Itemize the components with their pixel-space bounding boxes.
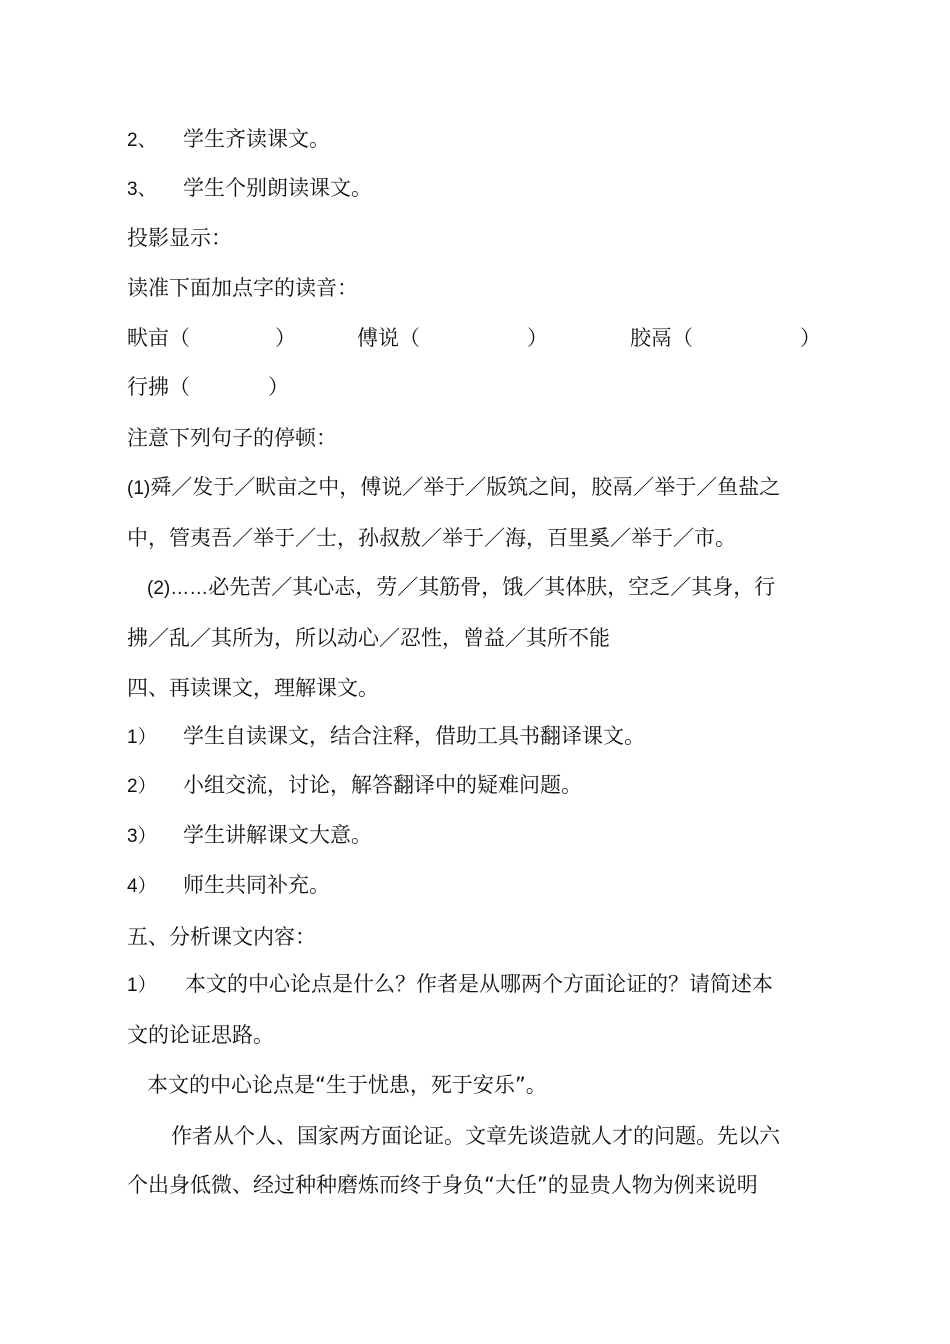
- list-text: 师生共同补充。: [183, 873, 330, 897]
- paragraph: 作者从个人、国家两方面论证。文章先谈造就人才的问题。先以六: [171, 1124, 780, 1148]
- sentence-number: (1): [127, 478, 151, 499]
- pronunciation-word: 畎亩（: [127, 326, 190, 350]
- list-number: 2、: [127, 130, 157, 151]
- list-number: 3）: [127, 826, 157, 847]
- list-number: 1）: [127, 727, 157, 748]
- paragraph: 注意下列句子的停顿：: [127, 426, 337, 450]
- pronunciation-word: 行拂（: [127, 375, 190, 399]
- section-heading: 五、分析课文内容：: [127, 925, 316, 949]
- list-text: 学生个别朗读课文。: [183, 176, 372, 200]
- list-number: 2）: [127, 776, 157, 797]
- sentence-line: 中，管夷吾／举于／士，孙叔敖／举于／海，百里奚／举于／市。: [127, 526, 736, 550]
- list-item: [127, 971, 773, 999]
- paragraph: 本文的中心论点是“生于忧患，死于安乐”。: [147, 1073, 547, 1097]
- sentence-text: 必先苦／其心志，劳／其筋骨，饿／其体肤，空乏／其身，行: [208, 575, 776, 599]
- list-item: [127, 723, 645, 751]
- list-item: [127, 175, 372, 203]
- pronunciation-word: 傅说（: [357, 326, 420, 350]
- list-number: 3、: [127, 179, 157, 200]
- list-text: 本文的中心论点是什么？作者是从哪两个方面论证的？请简述本: [185, 972, 773, 996]
- pronunciation-word: 胶鬲（: [630, 326, 693, 350]
- list-item: [127, 126, 330, 154]
- sentence-line: [127, 474, 780, 502]
- paragraph: 文的论证思路。: [127, 1023, 274, 1047]
- pronunciation-bracket: ）: [527, 326, 548, 350]
- sentence-line: 拂／乱／其所为，所以动心／忍性，曾益／其所不能: [127, 626, 610, 650]
- section-heading: 四、再读课文，理解课文。: [127, 676, 379, 700]
- list-item: [127, 772, 582, 800]
- list-text: 小组交流，讨论，解答翻译中的疑难问题。: [183, 773, 582, 797]
- sentence-line: [147, 574, 775, 602]
- paragraph: 投影显示：: [127, 226, 232, 250]
- list-text: 学生齐读课文。: [183, 127, 330, 151]
- list-text: 学生讲解课文大意。: [183, 823, 372, 847]
- paragraph: 个出身低微、经过种种磨炼而终于身负“大任”的显贵人物为例来说明: [127, 1173, 758, 1197]
- pronunciation-bracket: ）: [268, 375, 289, 399]
- list-number: 4）: [127, 876, 157, 897]
- pronunciation-bracket: ）: [800, 326, 821, 350]
- sentence-text: 舜／发于／畎亩之中，傅说／举于／版筑之间，胶鬲／举于／鱼盐之: [150, 475, 781, 499]
- sentence-number: (2)……: [147, 578, 209, 599]
- list-item: [127, 872, 330, 900]
- paragraph: 读准下面加点字的读音：: [127, 276, 358, 300]
- list-text: 学生自读课文，结合注释，借助工具书翻译课文。: [183, 724, 645, 748]
- pronunciation-bracket: ）: [275, 326, 296, 350]
- list-number: 1）: [127, 975, 157, 996]
- list-item: [127, 822, 372, 850]
